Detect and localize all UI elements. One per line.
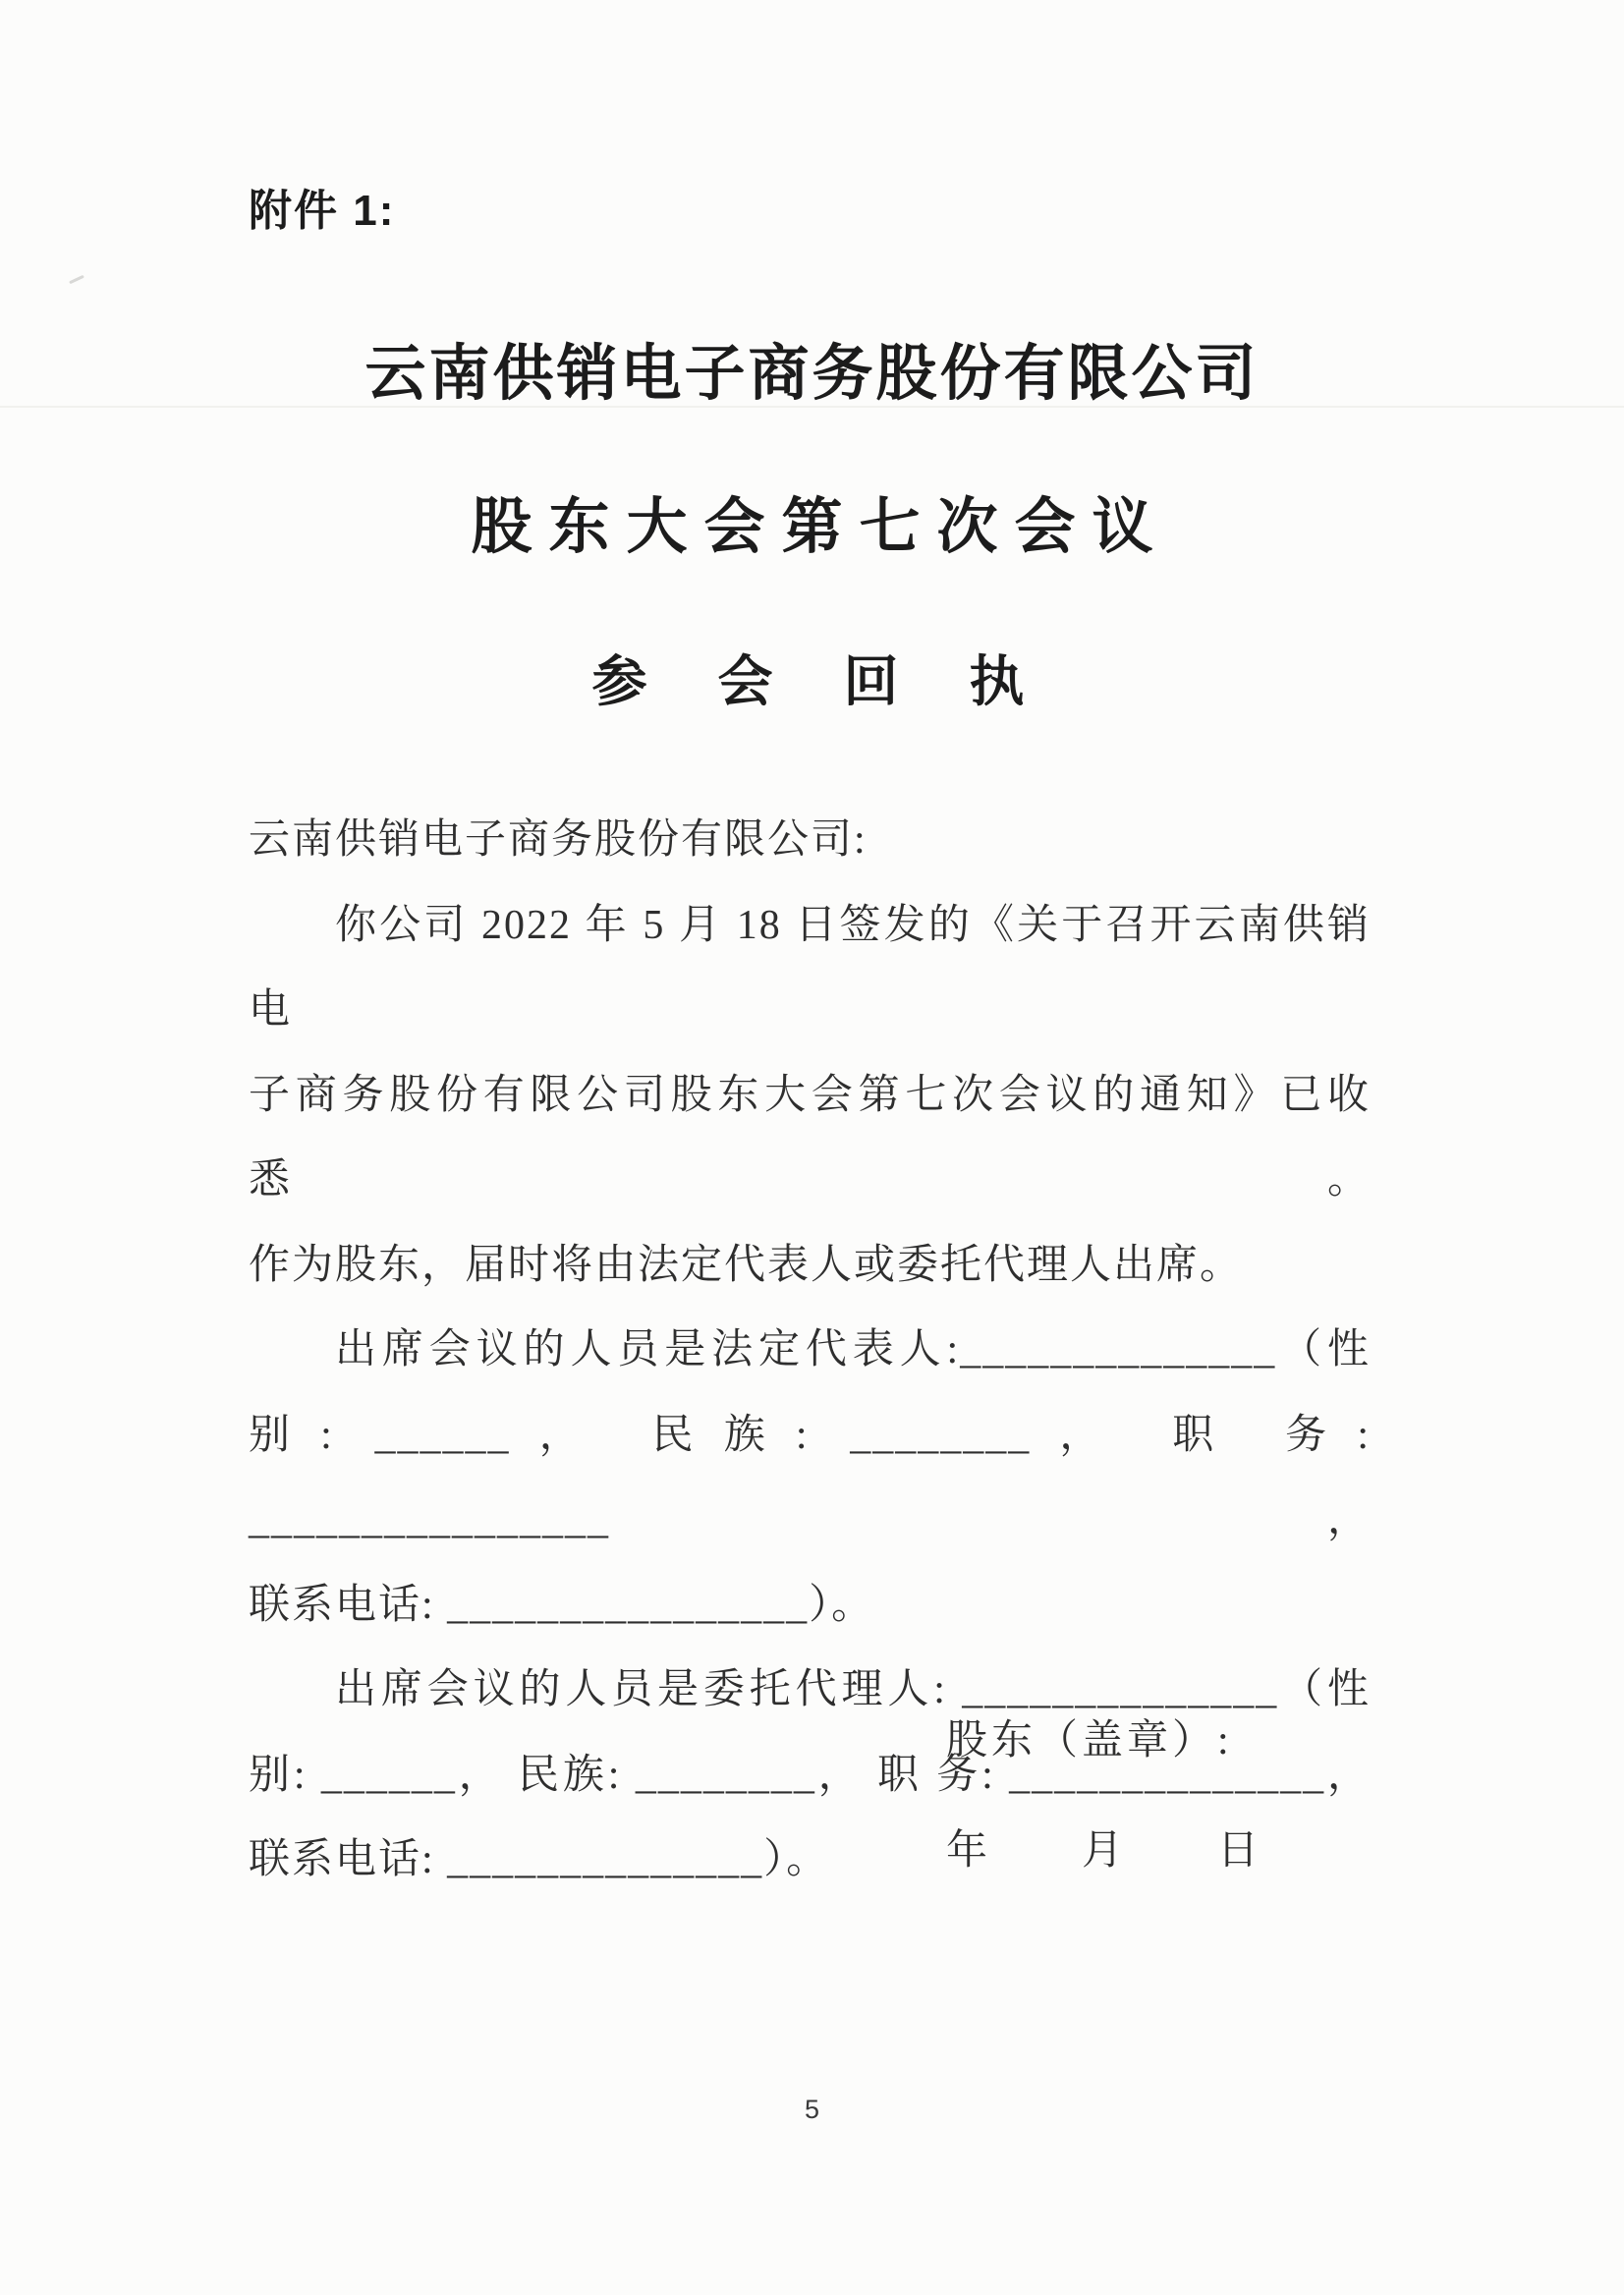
- shareholder-stamp-line: 股东（盖章）:: [946, 1718, 1233, 1763]
- page-number: 5: [804, 2095, 820, 2124]
- document-title-line1: 云南供销电子商务股份有限公司: [364, 340, 1260, 408]
- form-subtitle: 参 会 回 执: [591, 650, 1033, 712]
- salutation-line: 云南供销电子商务股份有限公司:: [249, 817, 868, 863]
- legal-representative-line-2: 别: ______， 民族: ________， 职 务: ________________，: [249, 1412, 1371, 1542]
- document-title-line2: 股东大会第七次会议: [471, 493, 1170, 561]
- attachment-label: 附件 1:: [249, 187, 396, 235]
- entrusted-agent-line-1: 出席会议的人员是委托代理人: ______________（性: [335, 1667, 1371, 1712]
- notice-paragraph-line-3: 作为股东，届时将由法定代表人或委托代理人出席。: [249, 1242, 1244, 1288]
- entrusted-agent-line-3: 联系电话: ______________）。: [249, 1837, 830, 1882]
- entrusted-agent-line-2: 别: ______， 民族: ________， 职 务: ______________，: [249, 1752, 1371, 1798]
- notice-paragraph-line-1: 你公司 2022 年 5 月 18 日签发的《关于召开云南供销电: [249, 902, 1371, 1033]
- legal-representative-line-3: 联系电话: ________________）。: [249, 1582, 875, 1628]
- notice-paragraph-line-2: 子商务股份有限公司股东大会第七次会议的通知》已收悉。: [249, 1072, 1371, 1203]
- scan-artifact: [69, 275, 84, 284]
- legal-representative-line-1: 出席会议的人员是法定代表人:______________（性: [335, 1327, 1371, 1372]
- date-line: 年 月 日: [946, 1828, 1263, 1874]
